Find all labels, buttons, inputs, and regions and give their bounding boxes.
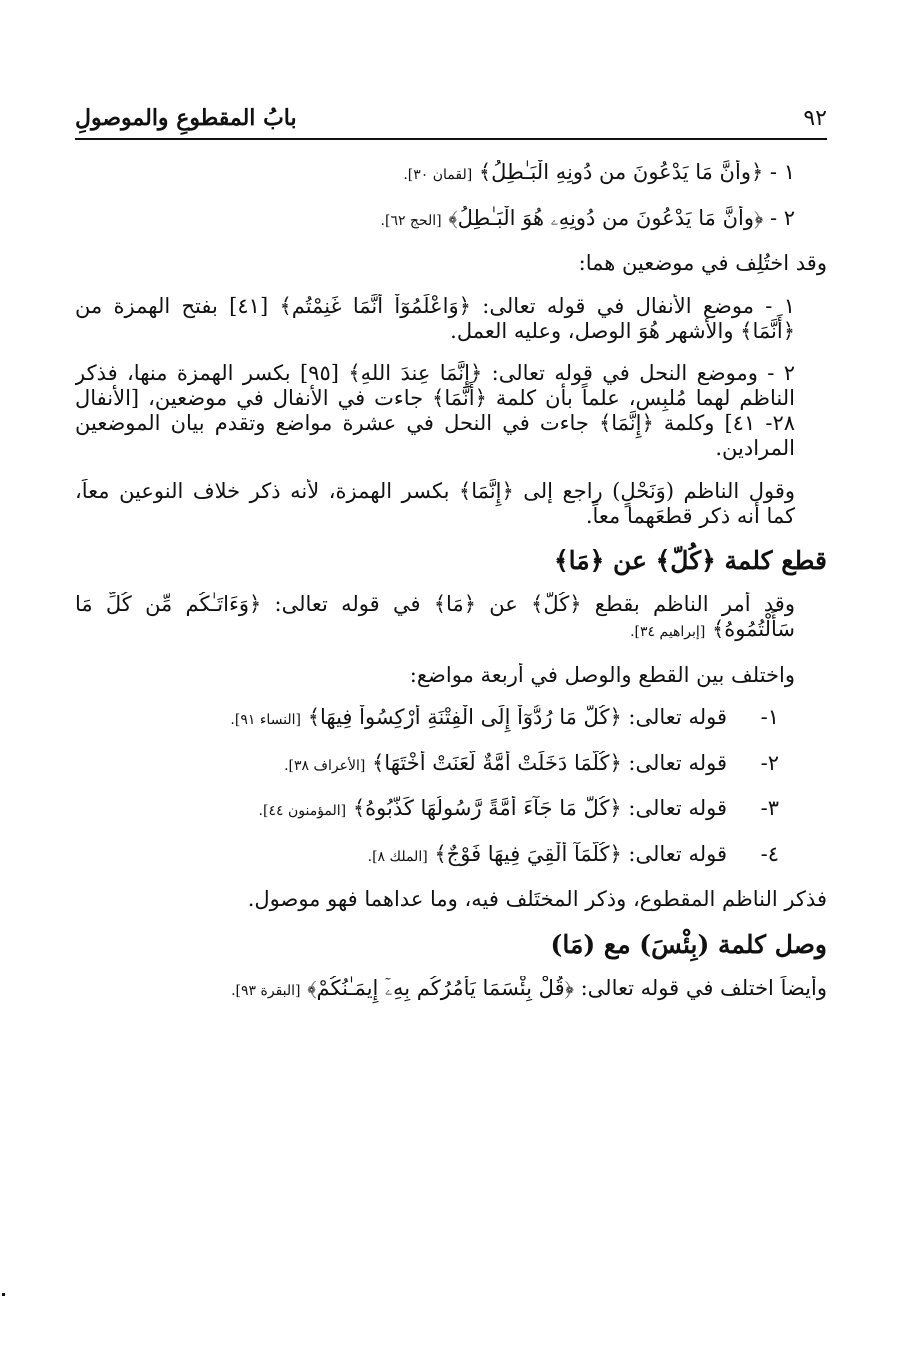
list-item: ١-قوله تعالى: ﴿كُلَّ مَا رُدُّوٓاْ إِلَى الْفِتْنَةِ أُرْكِسُواْ فِيهَا﴾ [النساء ٩١]. (230, 705, 779, 729)
page-header (75, 100, 827, 136)
paragraph-differed: وقد اختُلِف في موضعين هما: (578, 251, 827, 275)
paragraph-summary: فذكر الناظم المقطوع، وذكر المختَلف فيه، وما عداهما فهو موصول. (247, 887, 827, 911)
page-number: ٩٢ (803, 105, 827, 131)
paragraph-four-places: واختلف بين القطع والوصل في أربعة مواضع: (409, 662, 795, 687)
verse-line-1: ١ - ﴿وأَنَّ مَا يَدْعُونَ من دُونِهِ الْبَـٰطِلُ﴾ [لقمان ٣٠]. (403, 160, 795, 184)
page-body (75, 160, 827, 1021)
paragraph-kull: وقد أمر الناظم بقطع ﴿كُلّ﴾ عن ﴿مَا﴾ في قوله تعالى: ﴿وَءَاتَـٰكُم مِّن كُلِّ مَا سَأَلْتُمُوهُ﴾ [إبراهيم ٣٤]. (75, 592, 795, 641)
section-heading-bisa: وصل كلمة (بِئْسَ) مع (مَا) (550, 929, 827, 959)
paragraph-anfal: ١ - موضع الأنفال في قوله تعالى: ﴿وَاعْلَمُوٓاْ أَنَّمَا غَنِمْتُم﴾ [٤١] بفتح الهمزة من ﴿أَنَّمَا﴾ والأشهر هُوَ الوصل، وعليه العمل. (75, 293, 795, 343)
scan-mark (2, 1293, 5, 1296)
header-rule (75, 138, 827, 140)
paragraph-bisa: وأيضاً اختلف في قوله تعالى: ﴿قُلْ بِئْسَمَا يَأْمُرُكُم بِهِۦٓ إِيمَـٰنُكُمْ﴾ [البقرة ٩٣]. (231, 975, 827, 1000)
list-item: ٢-قوله تعالى: ﴿كُلَّمَا دَخَلَتْ أُمَّةٌ لَّعَنَتْ أُخْتَهَا﴾ [الأعراف ٣٨]. (284, 750, 779, 775)
chapter-title: بابُ المقطوعِ والموصولِ (75, 105, 297, 131)
paragraph-nahl: ٢ - وموضع النحل في قوله تعالى: ﴿إِنَّمَا عِندَ اللهِ﴾ [٩٥] بكسر الهمزة منها، فذكر الناظم لهما مُلبِس، علماً بأن كلمة ﴿أَنَّمَا﴾ جاءت في الأنفال في موضعين، [الأنفال ٢٨- ٤١] وكلمة ﴿إِنَّمَا﴾ جاءت في النحل في عشرة مواضع وتقدم بيان الموضعين المرادين. (75, 361, 795, 460)
list-item: ٣-قوله تعالى: ﴿كُلَّ مَا جَآءَ أُمَّةً رَّسُولُهَا كَذَّبُوهُ﴾ [المؤمنون ٤٤]. (258, 796, 779, 820)
list-item: ٤-قوله تعالى: ﴿كُلَّمَآ أُلْقِيَ فِيهَا فَوْجٌ﴾ [الملك ٨]. (367, 841, 779, 866)
section-heading-kull: قطع كلمة ﴿كُلّ﴾ عن ﴿مَا﴾ (554, 546, 827, 575)
verse-line-2: ٢ - ﴿وأَنَّ مَا يَدْعُونَ من دُونِهِۦ هُوَ الْبَـٰطِلُ﴾ [الحج ٦٢]. (380, 205, 795, 230)
paragraph-nazim: وقول الناظم (وَنَحْلٍ) راجع إلى ﴿إِنَّمَا﴾ بكسر الهمزة، لأنه ذكر خلاف النوعين معاً، كما أنه ذكر قطعَهما معاً. (75, 478, 795, 528)
